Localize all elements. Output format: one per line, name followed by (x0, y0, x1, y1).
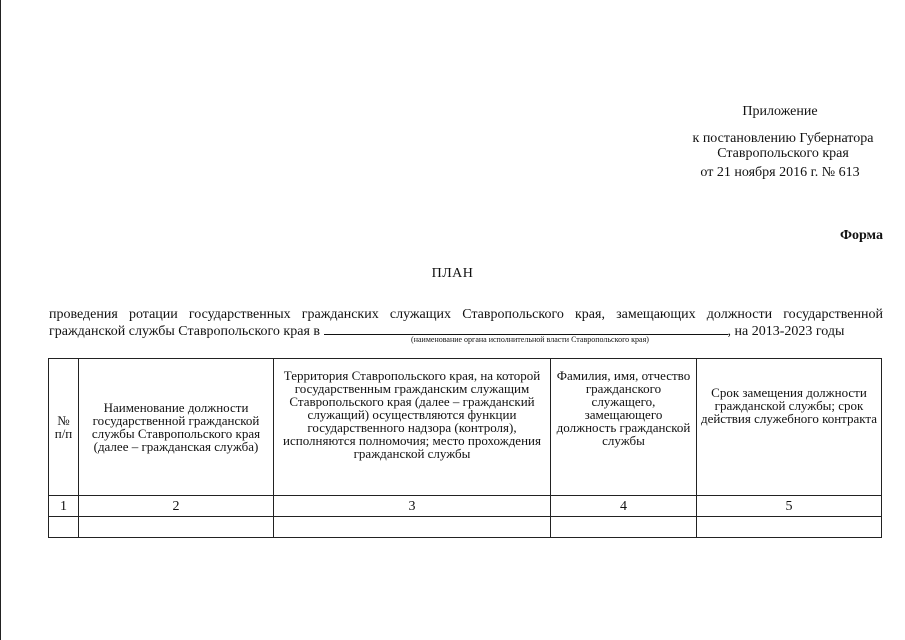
column-number-4: 4 (551, 496, 697, 517)
appendix-title: Приложение (742, 104, 818, 119)
purpose-text-after: , на 2013-2023 годы (727, 324, 845, 339)
column-number-3: 3 (274, 496, 551, 517)
table-row (49, 517, 882, 538)
appendix-decree-line: к постановлению Губернатора (692, 131, 874, 146)
header-position: Наименование должности государственной гражданской службы Ставропольского края (далее – гражданская служба) (79, 359, 274, 496)
form-label: Форма (839, 228, 883, 243)
table-cell (79, 517, 274, 538)
header-term: Срок замещения должности гражданской службы; срок действия служебного контракта (697, 359, 882, 496)
column-number-1: 1 (49, 496, 79, 517)
table-column-numbers-row (49, 496, 882, 517)
document-title: ПЛАН (431, 266, 474, 281)
table-header-row (49, 359, 882, 496)
table-cell (697, 517, 882, 538)
column-number-2: 2 (79, 496, 274, 517)
header-territory: Территория Ставропольского края, на которой государственным гражданским служащим Ставропольского края (далее – гражданский служащий) осуществляются функции государственного надзора (контроля), исполняются полномочия; место прохождения гражданской службы (274, 359, 551, 496)
organ-name-blank (324, 322, 728, 335)
column-number-5: 5 (697, 496, 882, 517)
appendix-region-line: Ставропольского края (717, 146, 849, 161)
table-cell (551, 517, 697, 538)
header-employee-name: Фамилия, имя, отчество гражданского служащего, замещающего должность гражданской службы (551, 359, 697, 496)
table-cell (274, 517, 551, 538)
header-number: № п/п (49, 359, 79, 496)
organ-name-hint: (наименование органа исполнительной власти Ставропольского края) (411, 335, 649, 344)
rotation-plan-table (48, 358, 882, 538)
page-edge-line (0, 0, 1, 640)
purpose-text-before: проведения ротации государственных гражданских служащих Ставропольского края, замещающих должности государственной гражданской службы Ставропольского края в (49, 307, 883, 339)
appendix-date-line: от 21 ноября 2016 г. № 613 (700, 165, 860, 180)
table-cell (49, 517, 79, 538)
